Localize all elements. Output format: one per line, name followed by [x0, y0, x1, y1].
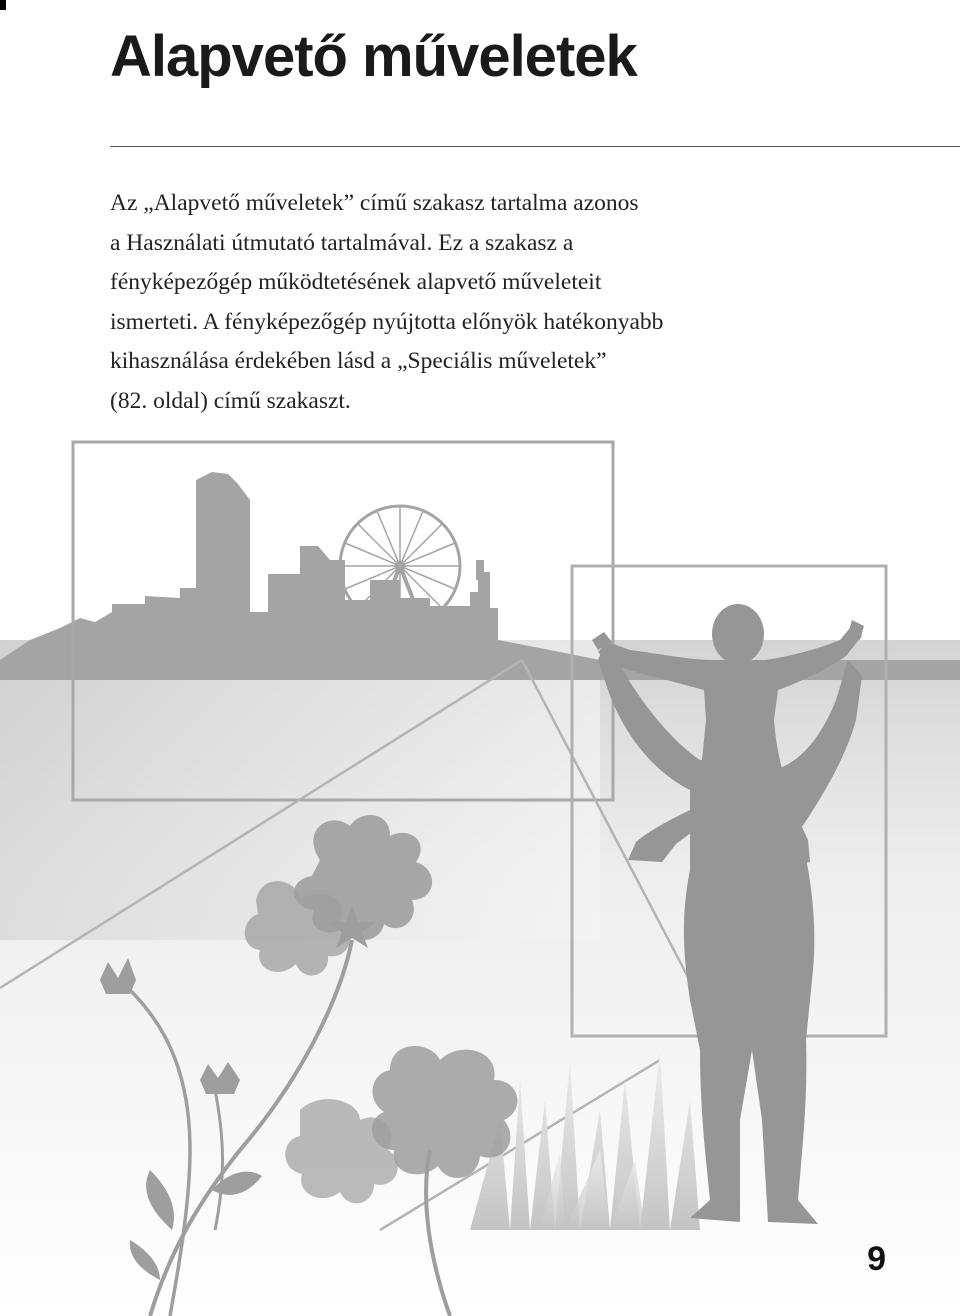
corner-crop-mark	[0, 0, 6, 10]
title-divider	[110, 146, 960, 147]
intro-paragraph	[110, 184, 810, 421]
ferris-wheel-icon	[340, 506, 460, 626]
chapter-illustration	[0, 430, 960, 1316]
intro-line: ismerteti. A fényképezőgép nyújtotta előnyök hatékonyabb	[110, 308, 664, 335]
intro-line: Az „Alapvető műveletek” című szakasz tartalma azonos	[110, 190, 639, 216]
intro-line: fényképezőgép működtetésének alapvető műveleteit	[110, 269, 602, 295]
page-number: 9	[867, 1240, 886, 1278]
page-title: Alapvető műveletek	[110, 24, 637, 89]
intro-line: (82. oldal) című szakaszt.	[110, 387, 351, 414]
intro-line: kihasználása érdekében lásd a „Speciális műveletek”	[110, 348, 607, 374]
intro-line: a Használati útmutató tartalmával. Ez a szakasz a	[110, 229, 574, 256]
